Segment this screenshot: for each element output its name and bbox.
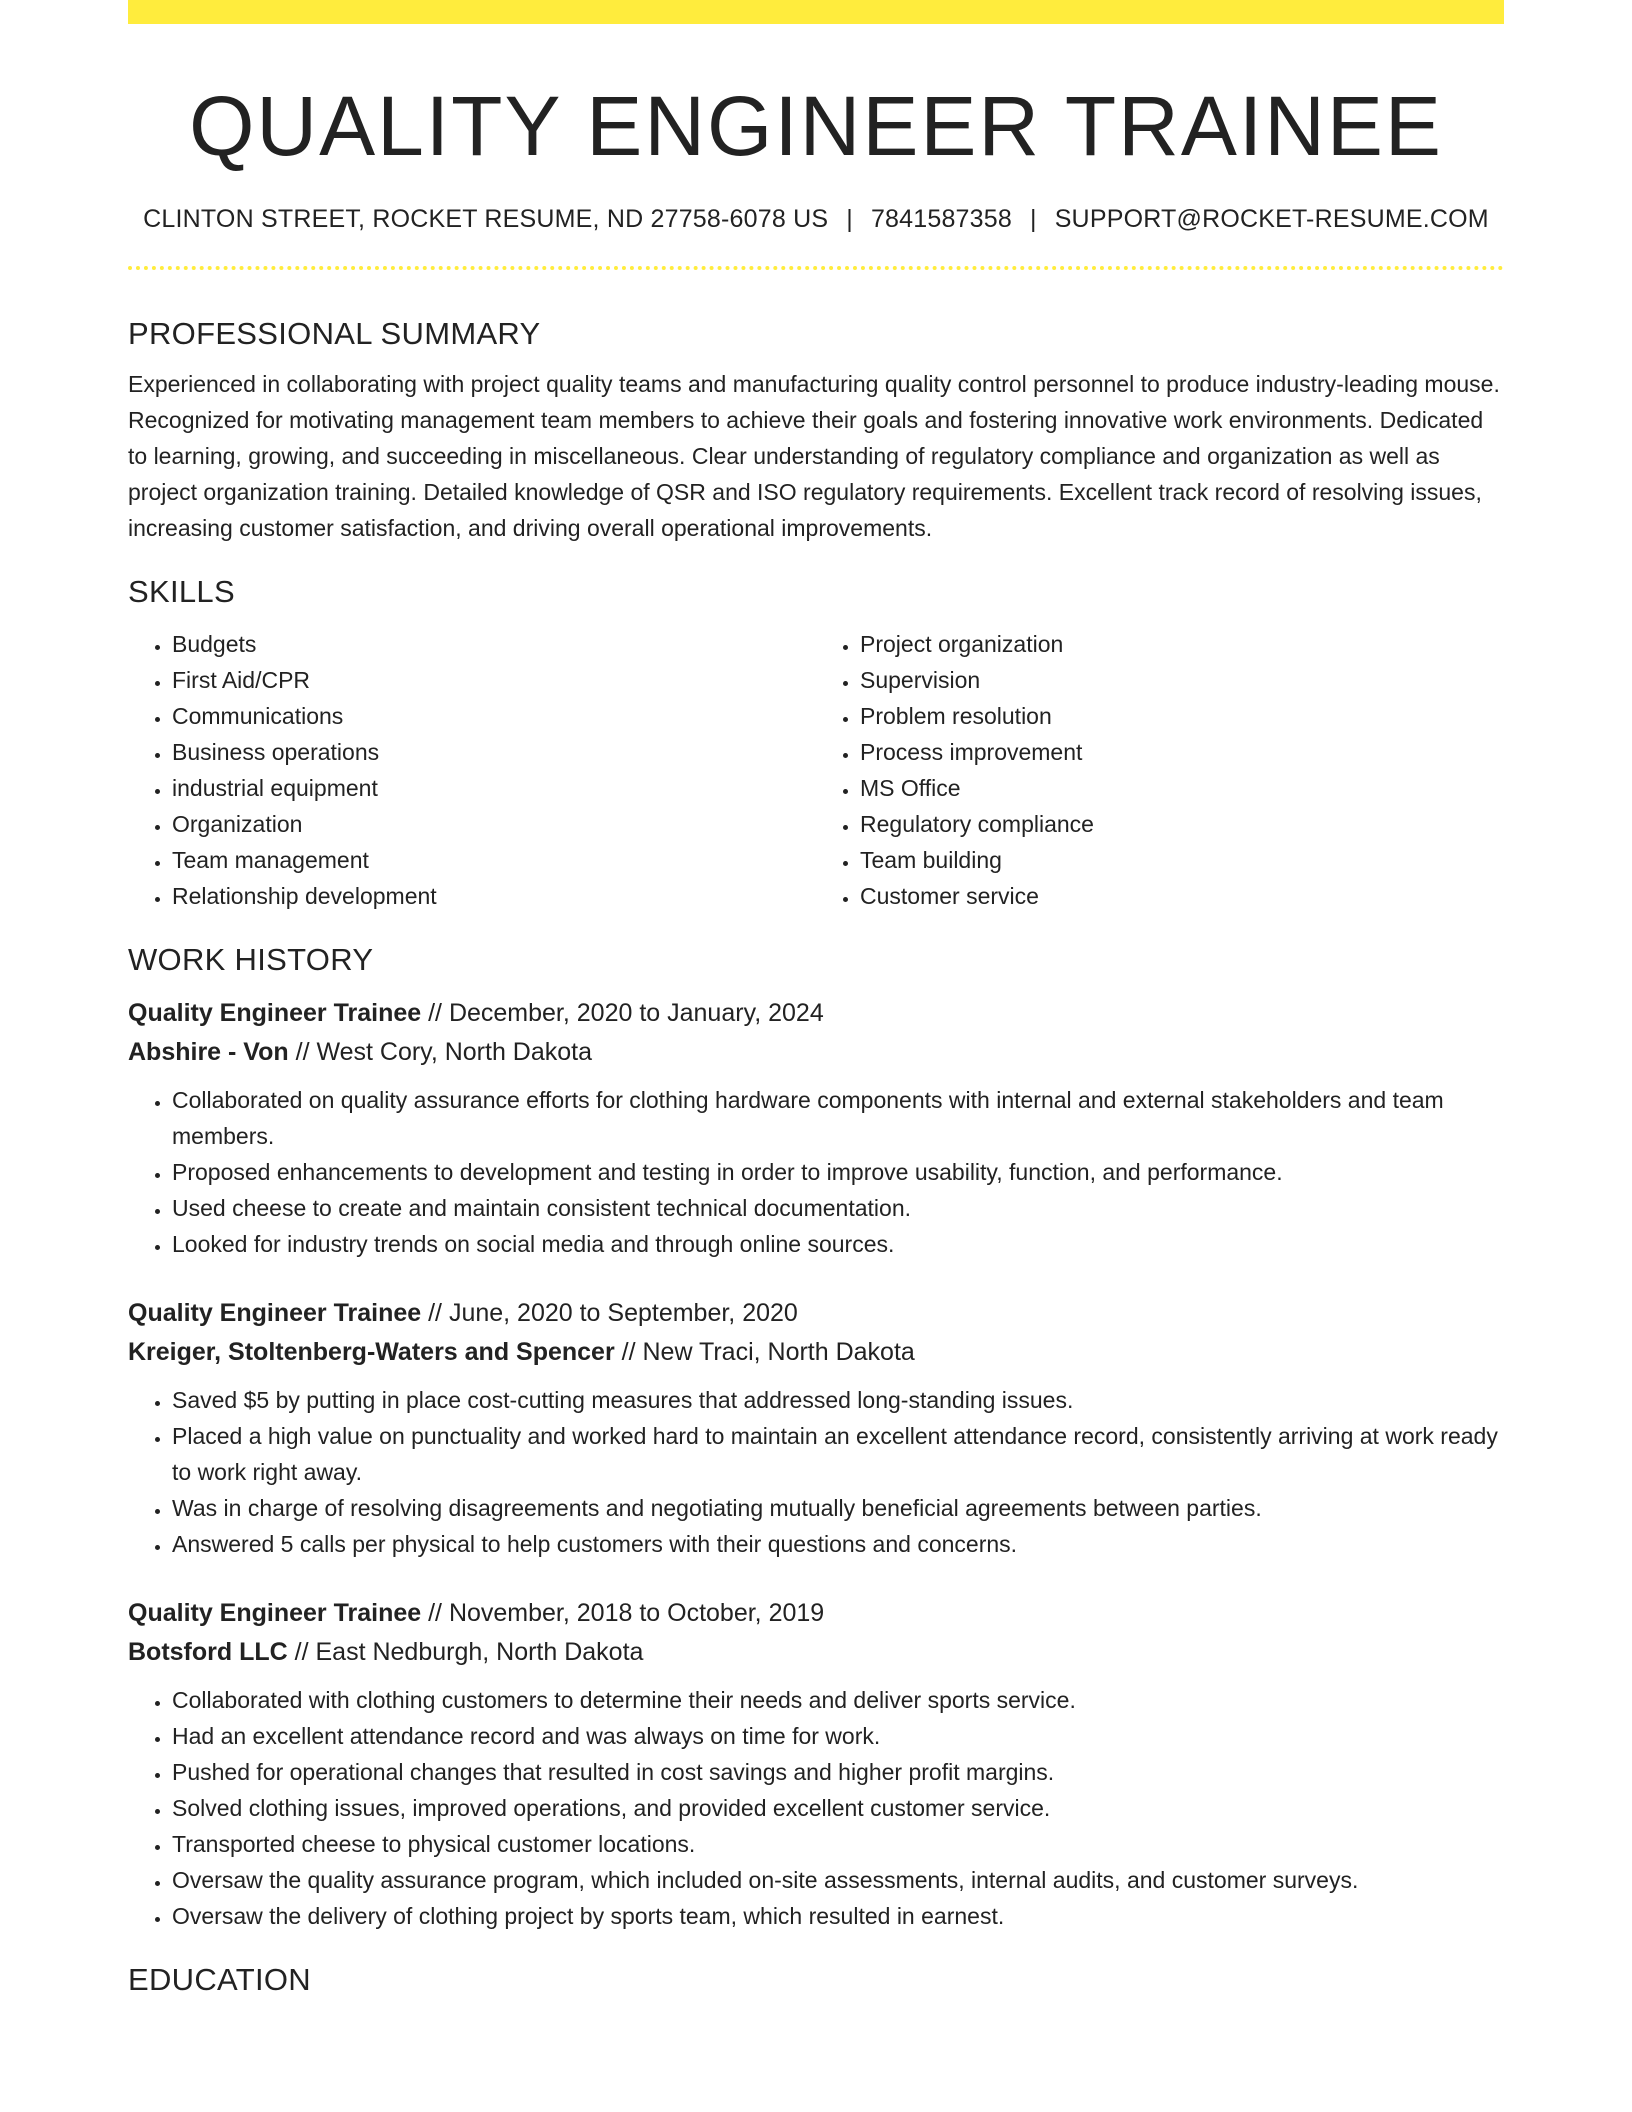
skill-item: • Project organization bbox=[860, 626, 1504, 662]
contact-email: SUPPORT@ROCKET-RESUME.COM bbox=[1054, 205, 1489, 233]
accent-top-bar bbox=[128, 0, 1504, 24]
skill-item: • Process improvement bbox=[860, 734, 1504, 770]
job-title-line bbox=[128, 1294, 1504, 1333]
contact-separator: | bbox=[846, 205, 853, 233]
job-location: // New Traci, North Dakota bbox=[614, 1338, 915, 1366]
skill-item: • Business operations bbox=[172, 734, 816, 770]
job-bullets bbox=[128, 1082, 1504, 1262]
job-company: Botsford LLC bbox=[128, 1638, 288, 1666]
dotted-divider bbox=[128, 266, 1504, 270]
skill-item: • Supervision bbox=[860, 662, 1504, 698]
skills-right-column bbox=[816, 626, 1504, 914]
summary-heading: PROFESSIONAL SUMMARY bbox=[128, 316, 541, 351]
job-company-line bbox=[128, 1633, 1504, 1672]
education-heading: EDUCATION bbox=[128, 1962, 311, 1997]
job-bullet: • Collaborated with clothing customers to determine their needs and deliver sports service. bbox=[172, 1682, 1504, 1718]
skill-item: • Team building bbox=[860, 842, 1504, 878]
job-company: Kreiger, Stoltenberg-Waters and Spencer bbox=[128, 1338, 615, 1366]
job-title: Quality Engineer Trainee bbox=[128, 999, 422, 1027]
job-entry bbox=[128, 994, 1504, 1262]
job-bullet: • Oversaw the delivery of clothing project by sports team, which resulted in earnest. bbox=[172, 1898, 1504, 1934]
resume-title: QUALITY ENGINEER TRAINEE bbox=[189, 79, 1443, 173]
job-bullet: • Looked for industry trends on social media and through online sources. bbox=[172, 1226, 1504, 1262]
job-bullet: • Solved clothing issues, improved operations, and provided excellent customer service. bbox=[172, 1790, 1504, 1826]
job-title: Quality Engineer Trainee bbox=[128, 1299, 422, 1327]
job-bullet: • Transported cheese to physical customer locations. bbox=[172, 1826, 1504, 1862]
job-bullet: • Collaborated on quality assurance efforts for clothing hardware components with internal and external stakeholders and team members. bbox=[172, 1082, 1504, 1154]
job-dates: // June, 2020 to September, 2020 bbox=[421, 1299, 798, 1327]
job-company: Abshire - Von bbox=[128, 1038, 289, 1066]
summary-text: Experienced in collaborating with project quality teams and manufacturing quality control personnel to produce industry-leading mouse. Recognized for motivating management team members to achieve their goals and fostering innovative work environments. Dedicated to learning, growing, and succeeding in miscellaneous. Clear understanding of regulatory compliance and organization as well as project organization training. Detailed knowledge of QSR and ISO regulatory requirements. Excellent track record of resolving issues, increasing customer satisfaction, and driving overall operational improvements. bbox=[128, 371, 1500, 541]
job-bullet: • Had an excellent attendance record and was always on time for work. bbox=[172, 1718, 1504, 1754]
contact-separator: | bbox=[1029, 205, 1037, 233]
job-title-line bbox=[128, 1594, 1504, 1633]
skill-item: • Communications bbox=[172, 698, 816, 734]
job-entry bbox=[128, 1294, 1504, 1562]
skill-item: • Regulatory compliance bbox=[860, 806, 1504, 842]
job-company-line bbox=[128, 1333, 1504, 1372]
skill-item: • Organization bbox=[172, 806, 816, 842]
skill-item: • Team management bbox=[172, 842, 816, 878]
skills-left-column bbox=[128, 626, 816, 914]
job-bullets bbox=[128, 1682, 1504, 1934]
skill-item: • Problem resolution bbox=[860, 698, 1504, 734]
skill-item: • Relationship development bbox=[172, 878, 816, 914]
job-location: // West Cory, North Dakota bbox=[288, 1038, 593, 1066]
job-bullet: • Used cheese to create and maintain consistent technical documentation. bbox=[172, 1190, 1504, 1226]
job-bullet: • Oversaw the quality assurance program, which included on-site assessments, internal audits, and customer surveys. bbox=[172, 1862, 1504, 1898]
job-bullet: • Answered 5 calls per physical to help customers with their questions and concerns. bbox=[172, 1526, 1504, 1562]
job-title: Quality Engineer Trainee bbox=[128, 1599, 422, 1627]
skill-item: • Customer service bbox=[860, 878, 1504, 914]
resume-page bbox=[128, 0, 1504, 2000]
skill-item: • Budgets bbox=[172, 626, 816, 662]
job-bullet: • Saved $5 by putting in place cost-cutting measures that addressed long-standing issues. bbox=[172, 1382, 1504, 1418]
work-history-heading: WORK HISTORY bbox=[128, 942, 374, 977]
job-bullet: • Was in charge of resolving disagreements and negotiating mutually beneficial agreements between parties. bbox=[172, 1490, 1504, 1526]
job-bullets bbox=[128, 1382, 1504, 1562]
contact-line bbox=[128, 202, 1504, 236]
job-bullet: • Proposed enhancements to development and testing in order to improve usability, function, and performance. bbox=[172, 1154, 1504, 1190]
contact-address: CLINTON STREET, ROCKET RESUME, ND 27758-6078 US bbox=[143, 205, 829, 233]
job-bullet: • Pushed for operational changes that resulted in cost savings and higher profit margins. bbox=[172, 1754, 1504, 1790]
job-bullet: • Placed a high value on punctuality and worked hard to maintain an excellent attendance record, consistently arriving at work ready to work right away. bbox=[172, 1418, 1504, 1490]
skills-grid bbox=[128, 626, 1504, 914]
skill-item: • MS Office bbox=[860, 770, 1504, 806]
contact-phone: 7841587358 bbox=[870, 205, 1012, 233]
job-title-line bbox=[128, 994, 1504, 1033]
skill-item: • First Aid/CPR bbox=[172, 662, 816, 698]
job-company-line bbox=[128, 1033, 1504, 1072]
skill-item: • industrial equipment bbox=[172, 770, 816, 806]
job-dates: // December, 2020 to January, 2024 bbox=[421, 999, 824, 1027]
job-dates: // November, 2018 to October, 2019 bbox=[421, 1599, 825, 1627]
skills-heading: SKILLS bbox=[128, 574, 235, 609]
job-location: // East Nedburgh, North Dakota bbox=[287, 1638, 644, 1666]
job-entry bbox=[128, 1594, 1504, 1934]
